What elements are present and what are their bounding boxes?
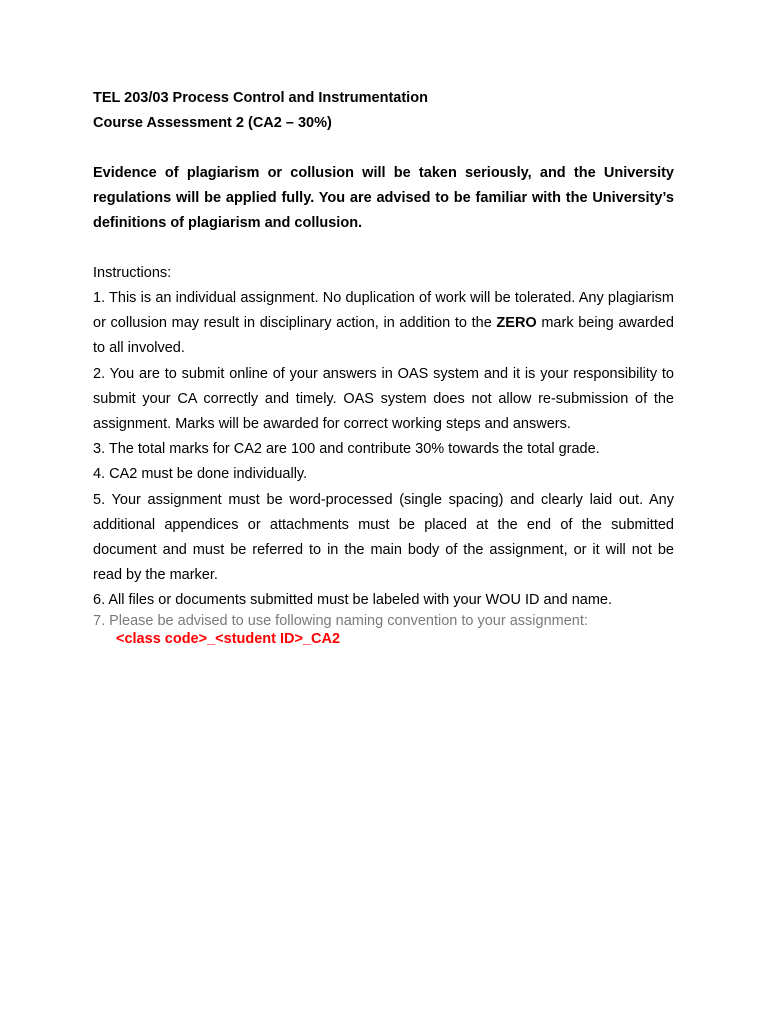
- instruction-item-4: 4. CA2 must be done individually.: [93, 466, 308, 483]
- instruction-item-1-before: 1. This is an individual assignment. No duplication of work will be tolerated. Any plagiarism or collusion may result in disciplinary action, in addition to the: [93, 290, 674, 332]
- instruction-item-3: 3. The total marks for CA2 are 100 and contribute 30% towards the total grade.: [93, 441, 600, 458]
- instruction-item-7: 7. Please be advised to use following naming convention to your assignment:: [93, 612, 588, 629]
- zero-emphasis: ZERO: [496, 315, 537, 332]
- instruction-item-2: 2. You are to submit online of your answers in OAS system and it is your responsibility to submit your CA correctly and timely. OAS system does not allow re-submission of the assignment. Marks will be awarded for correct working steps and answers.: [93, 365, 674, 433]
- course-title: TEL 203/03 Process Control and Instrumentation: [93, 90, 428, 106]
- naming-convention: <class code>_<student ID>_CA2: [116, 630, 341, 647]
- assessment-title: Course Assessment 2 (CA2 – 30%): [93, 115, 332, 131]
- instruction-item-1: [93, 286, 674, 362]
- instruction-item-5: 5. Your assignment must be word-processed (single spacing) and clearly laid out. Any additional appendices or attachments must be placed at the end of the submitted document and must be referred to in the main body of the assignment, or it will not be read by the marker.: [93, 491, 674, 584]
- instruction-item-1-after: mark being awarded to all involved.: [93, 315, 674, 357]
- instructions-heading: Instructions:: [93, 265, 172, 281]
- plagiarism-warning: Evidence of plagiarism or collusion will be taken seriously, and the University regulations will be applied fully. You are advised to be familiar with the University’s definitions of plagiarism and collusion.: [93, 165, 674, 231]
- instruction-item-6: 6. All files or documents submitted must be labeled with your WOU ID and name.: [93, 592, 613, 609]
